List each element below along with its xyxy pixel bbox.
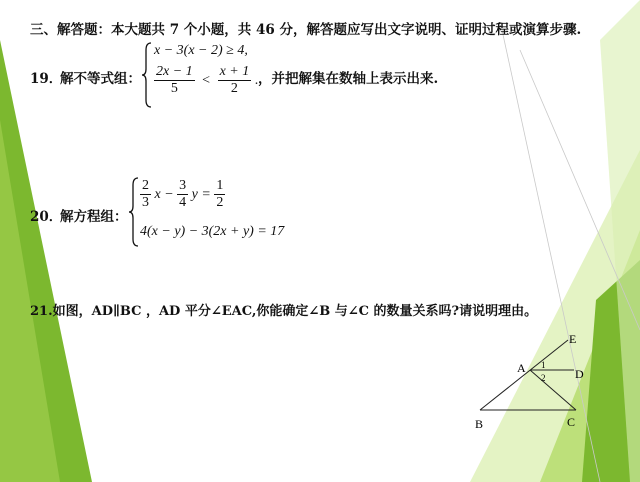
q19-frac2-num: x + 1 (218, 64, 252, 81)
label-B: B (475, 417, 484, 431)
line-BE (480, 340, 568, 410)
q19-frac2 (218, 64, 252, 97)
line-AC (530, 370, 576, 410)
label-C: C (567, 415, 576, 429)
q20-line2: 4(x − y) − 3(2x + y) = 17 (140, 224, 285, 239)
q20-frac3-num: 1 (214, 178, 225, 195)
q19-line2 (154, 64, 258, 97)
q19-line1: x − 3(x − 2) ≥ 4, (154, 43, 248, 58)
q19-period: . (254, 72, 259, 88)
q19-brace (141, 42, 153, 108)
q19-lt: < (202, 72, 211, 88)
q19-frac1-den: 5 (170, 81, 178, 97)
q19-number: 19． (30, 71, 63, 87)
q19-frac2-den: 2 (230, 81, 238, 97)
q19-frac1-num: 2x − 1 (154, 64, 195, 81)
label-E: E (569, 332, 577, 346)
q20-label: 解方程组： (60, 209, 128, 225)
q20-frac1 (140, 178, 151, 211)
q19-label: 解不等式组： (60, 71, 141, 87)
label-angle-1: 1 (541, 360, 546, 370)
q20-frac2-den: 4 (179, 195, 187, 211)
q20-frac3-den: 2 (216, 195, 224, 211)
q20-brace (128, 177, 140, 247)
q20-y-eq: y = (191, 186, 211, 202)
q19-tail: ，并把解集在数轴上表示出来. (258, 71, 439, 87)
q20-frac1-den: 3 (142, 195, 149, 211)
label-angle-2: 2 (541, 373, 546, 383)
q20-line1 (140, 178, 225, 211)
label-A: A (517, 361, 526, 375)
q21-text: 21.如图，AD∥BC ，AD 平分∠EAC,你能确定∠B 与∠C 的数量关系吗?请说明理由。 (30, 304, 538, 319)
geometry-figure (470, 328, 620, 438)
section-heading: 三、解答题：本大题共 7 个小题，共 46 分，解答题应写出文字说明、证明过程或演算步骤. (30, 22, 582, 38)
q19-frac1 (154, 64, 195, 97)
q20-frac2 (177, 178, 188, 211)
q20-frac2-num: 3 (177, 178, 188, 195)
q20-frac3 (214, 178, 225, 211)
q20-frac1-num: 2 (140, 178, 151, 195)
q20-x-minus: x − (154, 186, 174, 202)
label-D: D (575, 367, 584, 381)
q20-number: 20． (30, 209, 63, 225)
